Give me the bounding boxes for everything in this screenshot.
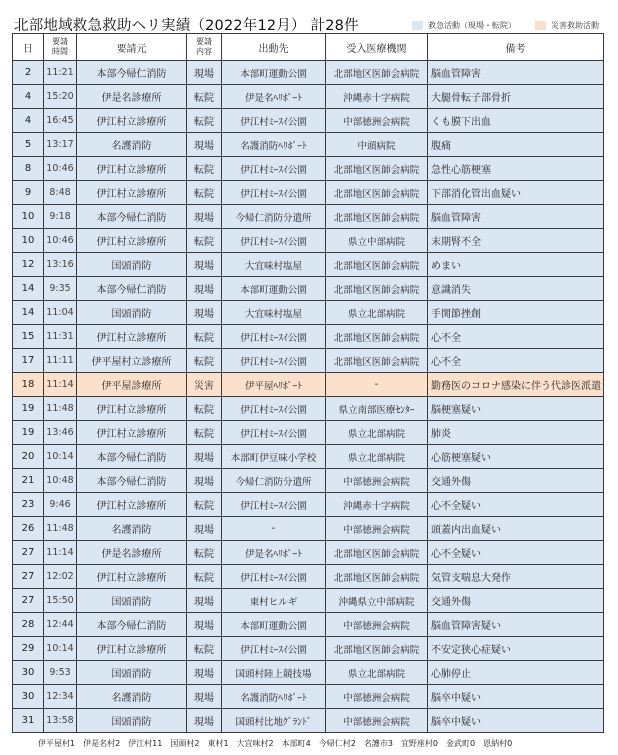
cell-hospital: 北部地区医師会病院 <box>326 325 428 349</box>
cell-note: 手関節挫創 <box>428 301 604 325</box>
cell-type: 転院 <box>187 229 222 253</box>
cell-type: 転院 <box>187 493 222 517</box>
cell-time: 13:58 <box>44 709 77 733</box>
cell-note: 腹痛 <box>428 133 604 157</box>
cell-note: 交通外傷 <box>428 589 604 613</box>
cell-day: 17 <box>13 349 44 373</box>
cell-hospital: 県立北部病院 <box>326 301 428 325</box>
cell-requester: 伊江村立診療所 <box>77 397 187 421</box>
cell-type: 現場 <box>187 253 222 277</box>
cell-type: 現場 <box>187 133 222 157</box>
table-row <box>13 613 604 637</box>
table-row <box>13 541 604 565</box>
cell-requester: 伊江村立診療所 <box>77 157 187 181</box>
summary-item: 本部町4 <box>281 739 311 748</box>
cell-type: 転院 <box>187 325 222 349</box>
cell-hospital: 沖縄赤十字病院 <box>326 85 428 109</box>
cell-note: 末期腎不全 <box>428 229 604 253</box>
table-row <box>13 637 604 661</box>
cell-day: 14 <box>13 277 44 301</box>
cell-type: 現場 <box>187 301 222 325</box>
cell-hospital: 中部徳洲会病院 <box>326 469 428 493</box>
legend-swatch-disaster <box>535 21 546 30</box>
cell-type: 転院 <box>187 637 222 661</box>
table-body <box>13 61 604 733</box>
cell-note: 脳梗塞疑い <box>428 397 604 421</box>
cell-time: 11:11 <box>44 349 77 373</box>
cell-time: 11:04 <box>44 301 77 325</box>
cell-destination: 伊是名ﾍﾘﾎﾟｰﾄ <box>222 541 326 565</box>
cell-destination: 伊江村ﾐｰｽｲ公園 <box>222 565 326 589</box>
table-row <box>13 301 604 325</box>
cell-note: 急性心筋梗塞 <box>428 157 604 181</box>
cell-day: 18 <box>13 373 44 397</box>
cell-requester: 本部今帰仁消防 <box>77 613 187 637</box>
cell-day: 26 <box>13 517 44 541</box>
cell-requester: 名護消防 <box>77 133 187 157</box>
cell-day: 8 <box>13 157 44 181</box>
cell-hospital: 沖縄赤十字病院 <box>326 493 428 517</box>
cell-day: 30 <box>13 685 44 709</box>
cell-day: 31 <box>13 709 44 733</box>
cell-day: 20 <box>13 445 44 469</box>
cell-time: 10:46 <box>44 229 77 253</box>
cell-day: 21 <box>13 469 44 493</box>
header-time-line2: 時間 <box>52 47 68 56</box>
cell-requester: 本部今帰仁消防 <box>77 277 187 301</box>
cell-destination: 伊江村ﾐｰｽｲ公園 <box>222 349 326 373</box>
table-row <box>13 517 604 541</box>
cell-requester: 国頭消防 <box>77 589 187 613</box>
cell-requester: 国頭消防 <box>77 301 187 325</box>
cell-note: 心不全疑い <box>428 541 604 565</box>
cell-hospital: - <box>326 373 428 397</box>
cell-hospital: 北部地区医師会病院 <box>326 277 428 301</box>
table-row <box>13 373 604 397</box>
cell-hospital: 県立北部病院 <box>326 421 428 445</box>
table-row <box>13 589 604 613</box>
cell-note: 下部消化管出血疑い <box>428 181 604 205</box>
cell-requester: 伊江村立診療所 <box>77 229 187 253</box>
cell-note: 気管支喘息大発作 <box>428 565 604 589</box>
table-row <box>13 181 604 205</box>
cell-requester: 伊江村立診療所 <box>77 637 187 661</box>
cell-time: 13:17 <box>44 133 77 157</box>
cell-hospital: 北部地区医師会病院 <box>326 541 428 565</box>
cell-note: 心不全疑い <box>428 493 604 517</box>
cell-day: 2 <box>13 61 44 85</box>
table-row <box>13 229 604 253</box>
header-time <box>44 34 77 61</box>
cell-time: 9:35 <box>44 277 77 301</box>
cell-type: 転院 <box>187 109 222 133</box>
cell-destination: 伊江村ﾐｰｽｲ公園 <box>222 637 326 661</box>
cell-day: 5 <box>13 133 44 157</box>
cell-hospital: 中部徳洲会病院 <box>326 109 428 133</box>
table-row <box>13 685 604 709</box>
cell-hospital: 県立南部医療ｾﾝﾀｰ <box>326 397 428 421</box>
cell-requester: 伊江村立診療所 <box>77 325 187 349</box>
table-row <box>13 277 604 301</box>
cell-destination: 本部町運動公園 <box>222 61 326 85</box>
cell-time: 11:31 <box>44 325 77 349</box>
cell-note: 脳卒中疑い <box>428 685 604 709</box>
table-row <box>13 469 604 493</box>
cell-type: 転院 <box>187 157 222 181</box>
cell-hospital: 北部地区医師会病院 <box>326 349 428 373</box>
table-row <box>13 61 604 85</box>
cell-requester: 伊是名診療所 <box>77 541 187 565</box>
cell-note: くも膜下出血 <box>428 109 604 133</box>
cell-type: 現場 <box>187 469 222 493</box>
header-type <box>187 34 222 61</box>
cell-time: 13:16 <box>44 253 77 277</box>
table-row <box>13 349 604 373</box>
cell-time: 9:53 <box>44 661 77 685</box>
cell-time: 10:14 <box>44 445 77 469</box>
cell-destination: 東村ヒルギ <box>222 589 326 613</box>
cell-note: 心肺停止 <box>428 661 604 685</box>
cell-destination: 伊江村ﾐｰｽｲ公園 <box>222 421 326 445</box>
cell-day: 19 <box>13 421 44 445</box>
table-row <box>13 397 604 421</box>
cell-destination: 本部町運動公園 <box>222 613 326 637</box>
cell-destination: 本部町伊豆味小学校 <box>222 445 326 469</box>
dispatch-table <box>12 33 604 733</box>
cell-time: 10:46 <box>44 157 77 181</box>
cell-day: 27 <box>13 541 44 565</box>
cell-note: 勤務医のコロナ感染に伴う代診医派遣 <box>428 373 604 397</box>
cell-requester: 伊江村立診療所 <box>77 565 187 589</box>
table-row <box>13 493 604 517</box>
cell-time: 15:50 <box>44 589 77 613</box>
cell-type: 現場 <box>187 589 222 613</box>
cell-hospital: 中部徳洲会病院 <box>326 517 428 541</box>
cell-note: 脳血管障害 <box>428 61 604 85</box>
cell-requester: 名護消防 <box>77 517 187 541</box>
cell-type: 現場 <box>187 709 222 733</box>
cell-destination: 国頭村陸上競技場 <box>222 661 326 685</box>
table-row <box>13 205 604 229</box>
cell-time: 11:21 <box>44 61 77 85</box>
cell-day: 15 <box>13 325 44 349</box>
cell-destination: 伊江村ﾐｰｽｲ公園 <box>222 181 326 205</box>
cell-requester: 国頭消防 <box>77 709 187 733</box>
cell-day: 10 <box>13 205 44 229</box>
table-row <box>13 445 604 469</box>
cell-destination: 伊江村ﾐｰｽｲ公園 <box>222 157 326 181</box>
cell-requester: 本部今帰仁消防 <box>77 205 187 229</box>
cell-time: 13:46 <box>44 421 77 445</box>
table-row <box>13 253 604 277</box>
cell-hospital: 中部徳洲会病院 <box>326 613 428 637</box>
cell-requester: 伊平屋診療所 <box>77 373 187 397</box>
cell-time: 10:14 <box>44 637 77 661</box>
summary-item: 伊平屋村1 <box>38 739 76 748</box>
cell-note: 不安定狭心症疑い <box>428 637 604 661</box>
cell-time: 16:45 <box>44 109 77 133</box>
cell-time: 11:48 <box>44 397 77 421</box>
page-title: 北部地域救急救助ヘリ実績（2022年12月） 計28件 <box>14 18 359 34</box>
table-row <box>13 421 604 445</box>
cell-destination: 伊江村ﾐｰｽｲ公園 <box>222 109 326 133</box>
cell-day: 9 <box>13 181 44 205</box>
cell-hospital: 北部地区医師会病院 <box>326 253 428 277</box>
cell-note: 脳血管障害 <box>428 205 604 229</box>
legend-label-rescue: 救急活動（現場・転院） <box>428 21 516 30</box>
cell-note: 頭蓋内出血疑い <box>428 517 604 541</box>
cell-day: 27 <box>13 565 44 589</box>
header-type-line2: 内容 <box>196 47 212 56</box>
cell-hospital: 中部徳洲会病院 <box>326 709 428 733</box>
cell-requester: 本部今帰仁消防 <box>77 61 187 85</box>
summary-item: 伊江村11 <box>128 739 163 748</box>
header-destination: 出動先 <box>222 34 326 61</box>
legend-swatch-rescue <box>412 21 423 30</box>
header-hospital: 受入医療機関 <box>326 34 428 61</box>
cell-hospital: 県立北部病院 <box>326 445 428 469</box>
cell-note: 心不全 <box>428 349 604 373</box>
cell-requester: 伊江村立診療所 <box>77 181 187 205</box>
cell-hospital: 北部地区医師会病院 <box>326 637 428 661</box>
cell-hospital: 中頭病院 <box>326 133 428 157</box>
table-row <box>13 661 604 685</box>
cell-requester: 伊平屋村立診療所 <box>77 349 187 373</box>
cell-requester: 国頭消防 <box>77 661 187 685</box>
cell-note: 脳卒中疑い <box>428 709 604 733</box>
summary-item: 伊是名村2 <box>83 739 121 748</box>
cell-destination: 伊是名ﾍﾘﾎﾟｰﾄ <box>222 85 326 109</box>
legend-label-disaster: 災害救助活動 <box>551 21 599 30</box>
cell-time: 15:20 <box>44 85 77 109</box>
cell-type: 転院 <box>187 181 222 205</box>
cell-hospital: 沖縄県立中部病院 <box>326 589 428 613</box>
header-time-line1: 要請 <box>52 37 68 46</box>
cell-type: 転院 <box>187 421 222 445</box>
cell-day: 28 <box>13 613 44 637</box>
cell-requester: 国頭消防 <box>77 253 187 277</box>
cell-note: 心不全 <box>428 325 604 349</box>
cell-type: 現場 <box>187 613 222 637</box>
cell-hospital: 北部地区医師会病院 <box>326 181 428 205</box>
cell-requester: 伊江村立診療所 <box>77 421 187 445</box>
table-row <box>13 133 604 157</box>
cell-type: 転院 <box>187 397 222 421</box>
header-note: 備考 <box>428 34 604 61</box>
cell-destination: 伊江村ﾐｰｽｲ公園 <box>222 229 326 253</box>
table-row <box>13 85 604 109</box>
summary-item: 宜野座村0 <box>400 739 439 748</box>
cell-requester: 本部今帰仁消防 <box>77 445 187 469</box>
cell-hospital: 北部地区医師会病院 <box>326 205 428 229</box>
cell-type: 転院 <box>187 565 222 589</box>
cell-destination: 名護消防ﾍﾘﾎﾟｰﾄ <box>222 133 326 157</box>
header-day: 日 <box>13 34 44 61</box>
cell-day: 10 <box>13 229 44 253</box>
table-row <box>13 157 604 181</box>
cell-requester: 伊江村立診療所 <box>77 493 187 517</box>
cell-requester: 本部今帰仁消防 <box>77 469 187 493</box>
cell-type: 現場 <box>187 661 222 685</box>
cell-destination: 国頭村比地ｸﾞﾗﾝﾄﾞ <box>222 709 326 733</box>
cell-day: 4 <box>13 109 44 133</box>
cell-note: 脳血管障害疑い <box>428 613 604 637</box>
cell-type: 現場 <box>187 517 222 541</box>
cell-time: 12:34 <box>44 685 77 709</box>
cell-day: 23 <box>13 493 44 517</box>
cell-destination: - <box>222 517 326 541</box>
cell-requester: 名護消防 <box>77 685 187 709</box>
cell-hospital: 北部地区医師会病院 <box>326 565 428 589</box>
summary-item: 国頭村2 <box>170 739 200 748</box>
cell-type: 現場 <box>187 445 222 469</box>
cell-hospital: 中部徳洲会病院 <box>326 685 428 709</box>
cell-type: 現場 <box>187 205 222 229</box>
cell-type: 転院 <box>187 85 222 109</box>
table-row <box>13 109 604 133</box>
cell-type: 災害 <box>187 373 222 397</box>
cell-time: 8:48 <box>44 181 77 205</box>
cell-type: 現場 <box>187 277 222 301</box>
cell-note: 交通外傷 <box>428 469 604 493</box>
cell-day: 12 <box>13 253 44 277</box>
municipality-summary <box>38 738 512 749</box>
cell-note: 心筋梗塞疑い <box>428 445 604 469</box>
cell-note: 意識消失 <box>428 277 604 301</box>
summary-item: 大宜味村2 <box>236 739 274 748</box>
cell-hospital: 県立中部病院 <box>326 229 428 253</box>
header-requester: 要請元 <box>77 34 187 61</box>
cell-time: 9:46 <box>44 493 77 517</box>
cell-time: 12:02 <box>44 565 77 589</box>
cell-type: 現場 <box>187 61 222 85</box>
cell-note: めまい <box>428 253 604 277</box>
cell-type: 現場 <box>187 685 222 709</box>
cell-day: 19 <box>13 397 44 421</box>
cell-destination: 本部町運動公園 <box>222 277 326 301</box>
cell-destination: 大宜味村塩屋 <box>222 253 326 277</box>
cell-time: 12:44 <box>44 613 77 637</box>
cell-hospital: 北部地区医師会病院 <box>326 157 428 181</box>
cell-hospital: 県立北部病院 <box>326 661 428 685</box>
cell-destination: 伊江村ﾐｰｽｲ公園 <box>222 493 326 517</box>
cell-destination: 大宜味村塩屋 <box>222 301 326 325</box>
cell-requester: 伊江村立診療所 <box>77 109 187 133</box>
cell-requester: 伊是名診療所 <box>77 85 187 109</box>
cell-destination: 伊江村ﾐｰｽｲ公園 <box>222 325 326 349</box>
cell-day: 30 <box>13 661 44 685</box>
cell-time: 11:48 <box>44 517 77 541</box>
cell-time: 11:14 <box>44 373 77 397</box>
legend <box>412 20 599 31</box>
table-row <box>13 565 604 589</box>
cell-note: 大腿骨転子部骨折 <box>428 85 604 109</box>
cell-time: 10:48 <box>44 469 77 493</box>
cell-time: 9:18 <box>44 205 77 229</box>
cell-destination: 名護消防ﾍﾘﾎﾟｰﾄ <box>222 685 326 709</box>
cell-type: 転院 <box>187 349 222 373</box>
cell-day: 4 <box>13 85 44 109</box>
summary-item: 今帰仁村2 <box>318 739 356 748</box>
cell-day: 27 <box>13 589 44 613</box>
header-type-line1: 要請 <box>196 37 212 46</box>
cell-day: 29 <box>13 637 44 661</box>
cell-hospital: 北部地区医師会病院 <box>326 61 428 85</box>
table-header-row <box>13 34 604 61</box>
summary-item: 恩納村0 <box>483 739 513 748</box>
summary-item: 金武町0 <box>446 739 476 748</box>
summary-item: 名護市3 <box>363 739 393 748</box>
cell-destination: 伊江村ﾐｰｽｲ公園 <box>222 397 326 421</box>
cell-destination: 伊平屋ﾍﾘﾎﾟｰﾄ <box>222 373 326 397</box>
cell-destination: 今帰仁消防分遣所 <box>222 205 326 229</box>
cell-note: 肺炎 <box>428 421 604 445</box>
table-row <box>13 325 604 349</box>
table-row <box>13 709 604 733</box>
summary-item: 東村1 <box>207 739 229 748</box>
cell-time: 11:14 <box>44 541 77 565</box>
cell-destination: 今帰仁消防分遣所 <box>222 469 326 493</box>
cell-day: 14 <box>13 301 44 325</box>
cell-type: 転院 <box>187 541 222 565</box>
